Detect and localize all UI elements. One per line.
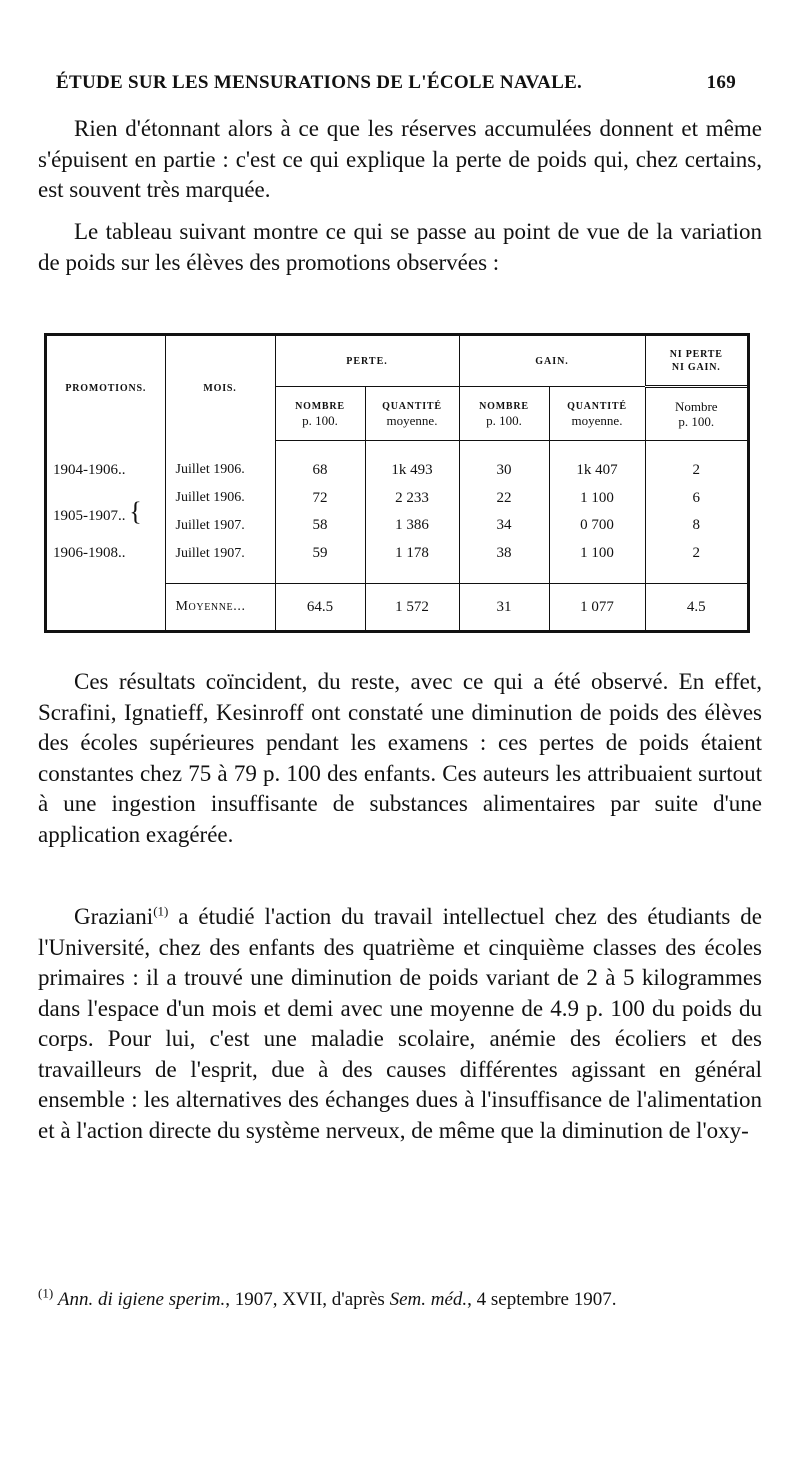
header-ni-nombre — [645, 387, 747, 440]
header-ni-perte — [645, 336, 747, 387]
cell-perte-nombre: 72 — [275, 484, 365, 512]
cell-promotion: 1904-1906.. — [53, 461, 126, 478]
footnote-marker: (1) — [38, 1285, 54, 1301]
header-perte-quantite-label: QUANTITÉ — [382, 400, 442, 412]
cell-perte-quantite: 1 178 — [365, 540, 459, 568]
cell-moyenne-ni: 4.5 — [645, 584, 747, 630]
header-promotions: PROMOTIONS. — [65, 382, 147, 394]
cell-perte-nombre: 68 — [275, 456, 365, 484]
cell-moyenne-label: Moyenne... — [165, 584, 275, 630]
footnote-ref: (1) — [153, 903, 169, 919]
paragraph-4 — [38, 902, 762, 1146]
cell-gain-nombre: 30 — [459, 456, 549, 484]
cell-ni: 2 — [645, 540, 747, 568]
cell-perte-quantite: 2 233 — [365, 484, 459, 512]
paragraph-4-text: a étudié l'action du travail intellectuel chez des étudiants de l'Université, chez des enfants des quatrième et cinquième classes des écoles primaires : il a trouvé une diminution de poids variant de 2 à 5 kilogrammes dans l'espace d'un mois et demi avec une moyenne de 4.9 p. 100 du poids du corps. Pour lui, c'est une maladie scolaire, anémie des écoliers et des travailleurs de l'esprit, due à des causes différentes agissant en général ensemble : les alternatives des échanges dues à l'insuffisance de l'alimentation et à l'action directe du système nerveux, de même que la diminution de l'oxy- — [38, 904, 762, 1143]
header-gain-quantite-label: QUANTITÉ — [567, 400, 627, 412]
header-gain-nombre — [459, 387, 549, 440]
header-ni-perte-line2: NI GAIN. — [671, 361, 721, 373]
header-gain-nombre-unit: p. 100. — [486, 412, 522, 428]
table-row — [47, 456, 747, 484]
table-row — [47, 484, 747, 512]
running-head-title: ÉTUDE SUR LES MENSURATIONS DE L'ÉCOLE NAVALE. — [56, 72, 583, 93]
weight-variation-table — [44, 333, 750, 633]
cell-promotion-text: 1905-1907.. — [53, 507, 126, 524]
cell-gain-nombre: 38 — [459, 540, 549, 568]
footnote-text-1: , 1907, XVII, d'après — [225, 1289, 390, 1310]
cell-ni: 8 — [645, 512, 747, 540]
table-row — [47, 540, 747, 568]
cell-moyenne-gain-nombre: 31 — [459, 584, 549, 630]
paragraph-3: Ces résultats coïncident, du reste, avec ce qui a été observé. En effet, Scrafini, Ignatieff, Kesinroff ont constaté une diminution de poids des élèves des écoles supérieures pendant les examens : ces pertes de poids étaient constantes chez 75 à 79 p. 100 des enfants. Ces auteurs les attribuaient surtout à une ingestion insuffisante de substances alimentaires par suite d'une application exagérée. — [38, 669, 762, 847]
running-head — [56, 72, 736, 94]
table-row-moyenne — [47, 584, 747, 630]
header-perte-quantite-unit: moyenne. — [386, 412, 438, 428]
cell-promotion: 1905-1907.. { — [53, 496, 142, 526]
cell-mois: Juillet 1906. — [165, 484, 275, 512]
header-ni-nombre-unit: p. 100. — [678, 414, 715, 430]
paragraph-4-author: Graziani — [74, 904, 154, 929]
header-perte-nombre-unit: p. 100. — [302, 412, 338, 428]
cell-perte-quantite: 1 386 — [365, 512, 459, 540]
header-ni-nombre-label: Nombre — [674, 399, 718, 415]
header-perte: PERTE. — [275, 336, 459, 387]
cell-gain-nombre: 22 — [459, 484, 549, 512]
header-perte-quantite — [365, 387, 459, 440]
cell-perte-quantite: 1k 493 — [365, 456, 459, 484]
cell-gain-quantite: 0 700 — [549, 512, 645, 540]
cell-moyenne-gain-quantite: 1 077 — [549, 584, 645, 630]
header-perte-nombre — [275, 387, 365, 440]
cell-perte-nombre: 59 — [275, 540, 365, 568]
cell-ni: 6 — [645, 484, 747, 512]
footnote-source-2: Sem. méd. — [389, 1289, 468, 1310]
cell-mois: Juillet 1907. — [165, 540, 275, 568]
header-ni-perte-line1: NI PERTE — [669, 348, 723, 360]
paragraph-2: Le tableau suivant montre ce qui se passe au point de vue de la variation de poids sur les élèves des promotions observées : — [38, 219, 762, 275]
footnote-text-2: , 4 septembre 1907. — [467, 1289, 617, 1310]
cell-gain-quantite: 1k 407 — [549, 456, 645, 484]
cell-moyenne-perte-quantite: 1 572 — [365, 584, 459, 630]
header-perte-nombre-label: NOMBRE — [295, 400, 345, 412]
paragraph-1: Rien d'étonnant alors à ce que les réserves accumulées donnent et même s'épuisent en partie : c'est ce qui explique la perte de poids qui, chez certains, est souvent très marquée. — [38, 116, 762, 202]
cell-mois: Juillet 1906. — [165, 456, 275, 484]
cell-gain-quantite: 1 100 — [549, 484, 645, 512]
header-gain-nombre-label: NOMBRE — [479, 400, 529, 412]
cell-gain-quantite: 1 100 — [549, 540, 645, 568]
cell-mois: Juillet 1907. — [165, 512, 275, 540]
page-number: 169 — [706, 72, 736, 93]
cell-perte-nombre: 58 — [275, 512, 365, 540]
footnote — [38, 1286, 762, 1314]
cell-moyenne-perte-nombre: 64.5 — [275, 584, 365, 630]
cell-gain-nombre: 34 — [459, 512, 549, 540]
header-gain-quantite — [549, 387, 645, 440]
cell-ni: 2 — [645, 456, 747, 484]
header-gain: GAIN. — [459, 336, 645, 387]
header-mois: MOIS. — [165, 336, 275, 440]
header-gain-quantite-unit: moyenne. — [571, 412, 623, 428]
footnote-source: Ann. di igiene sperim. — [57, 1289, 226, 1310]
cell-promotion: 1906-1908.. — [53, 545, 126, 562]
